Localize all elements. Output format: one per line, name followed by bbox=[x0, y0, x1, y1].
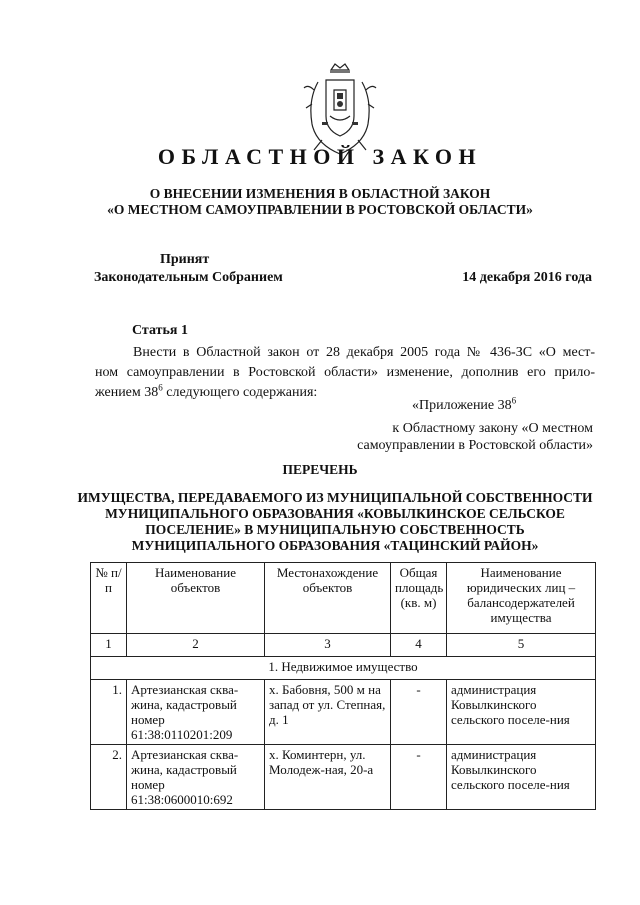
table-column-numbers-row bbox=[91, 634, 596, 657]
column-number: 2 bbox=[127, 634, 265, 657]
table-row bbox=[91, 745, 596, 810]
appendix-label-text: «Приложение 38 bbox=[412, 398, 512, 413]
article-line3-sup: 6 bbox=[158, 382, 163, 393]
adopted-by: Законодательным Собранием bbox=[94, 270, 283, 285]
list-subtitle-line3: ПОСЕЛЕНИЕ» В МУНИЦИПАЛЬНУЮ СОБСТВЕННОСТЬ bbox=[145, 522, 525, 537]
list-title: ПЕРЕЧЕНЬ bbox=[282, 462, 358, 477]
row-location: х. Коминтерн, ул. Молодеж-ная, 20-а bbox=[265, 745, 391, 810]
column-number: 4 bbox=[391, 634, 447, 657]
header-location: Местонахождение объектов bbox=[265, 563, 391, 634]
article-line3-after: следующего содержания: bbox=[162, 385, 318, 400]
article-line2: ном самоуправлении в Ростовской области» изменение, дополнив его прило- bbox=[95, 365, 595, 380]
header-name: Наименование объектов bbox=[127, 563, 265, 634]
adoption-date: 14 декабря 2016 года bbox=[462, 270, 592, 285]
row-area: - bbox=[391, 680, 447, 745]
row-area: - bbox=[391, 745, 447, 810]
appendix-reference-line1: к Областному закону «О местном bbox=[392, 421, 593, 436]
appendix-reference-line2: самоуправлении в Ростовской области» bbox=[357, 438, 593, 453]
law-subtitle bbox=[60, 186, 580, 218]
adopted-label: Принят bbox=[160, 252, 210, 267]
row-number: 2. bbox=[91, 745, 127, 810]
article-title: Статья 1 bbox=[132, 323, 188, 338]
section-title: 1. Недвижимое имущество bbox=[91, 657, 596, 680]
list-subtitle-line1: ИМУЩЕСТВА, ПЕРЕДАВАЕМОГО ИЗ МУНИЦИПАЛЬНОЙ СОБСТВЕННОСТИ bbox=[77, 490, 593, 505]
table-row bbox=[91, 680, 596, 745]
law-subtitle-line2: «О МЕСТНОМ САМОУПРАВЛЕНИИ В РОСТОВСКОЙ ОБЛАСТИ» bbox=[107, 202, 533, 217]
law-subtitle-line1: О ВНЕСЕНИИ ИЗМЕНЕНИЯ В ОБЛАСТНОЙ ЗАКОН bbox=[149, 186, 491, 201]
row-holder: администрация Ковылкинского сельского поселе-ния bbox=[447, 745, 596, 810]
column-number: 5 bbox=[447, 634, 596, 657]
appendix-label-sup: 6 bbox=[511, 395, 517, 406]
row-location: х. Бабовня, 500 м на запад от ул. Степная, д. 1 bbox=[265, 680, 391, 745]
header-area: Общая площадь (кв. м) bbox=[391, 563, 447, 634]
list-subtitle-line2: МУНИЦИПАЛЬНОГО ОБРАЗОВАНИЯ «КОВЫЛКИНСКОЕ СЕЛЬСКОЕ bbox=[105, 506, 565, 521]
row-object-name: Артезианская сква-жина, кадастровый номер 61:38:0600010:692 bbox=[127, 745, 265, 810]
column-number: 3 bbox=[265, 634, 391, 657]
table-header-row bbox=[91, 563, 596, 634]
article-line1: Внести в Областной закон от 28 декабря 2005 года № 436-ЗС «О мест- bbox=[133, 345, 595, 360]
property-table bbox=[90, 562, 596, 810]
header-number: № п/п bbox=[91, 563, 127, 634]
table-section-row bbox=[91, 657, 596, 680]
row-number: 1. bbox=[91, 680, 127, 745]
article-line3-before: жением 38 bbox=[95, 385, 159, 400]
appendix-label bbox=[412, 395, 517, 414]
appendix-reference bbox=[300, 420, 593, 454]
row-object-name: Артезианская сква-жина, кадастровый номер 61:38:0110201:209 bbox=[127, 680, 265, 745]
list-subtitle-line4: МУНИЦИПАЛЬНОГО ОБРАЗОВАНИЯ «ТАЦИНСКИЙ РАЙОН» bbox=[131, 538, 539, 553]
row-holder: администрация Ковылкинского сельского поселе-ния bbox=[447, 680, 596, 745]
law-title: ОБЛАСТНОЙ ЗАКОН bbox=[157, 144, 483, 169]
column-number: 1 bbox=[91, 634, 127, 657]
list-subtitle bbox=[70, 490, 600, 554]
header-holder: Наименование юридических лиц – балансодержателей имущества bbox=[447, 563, 596, 634]
